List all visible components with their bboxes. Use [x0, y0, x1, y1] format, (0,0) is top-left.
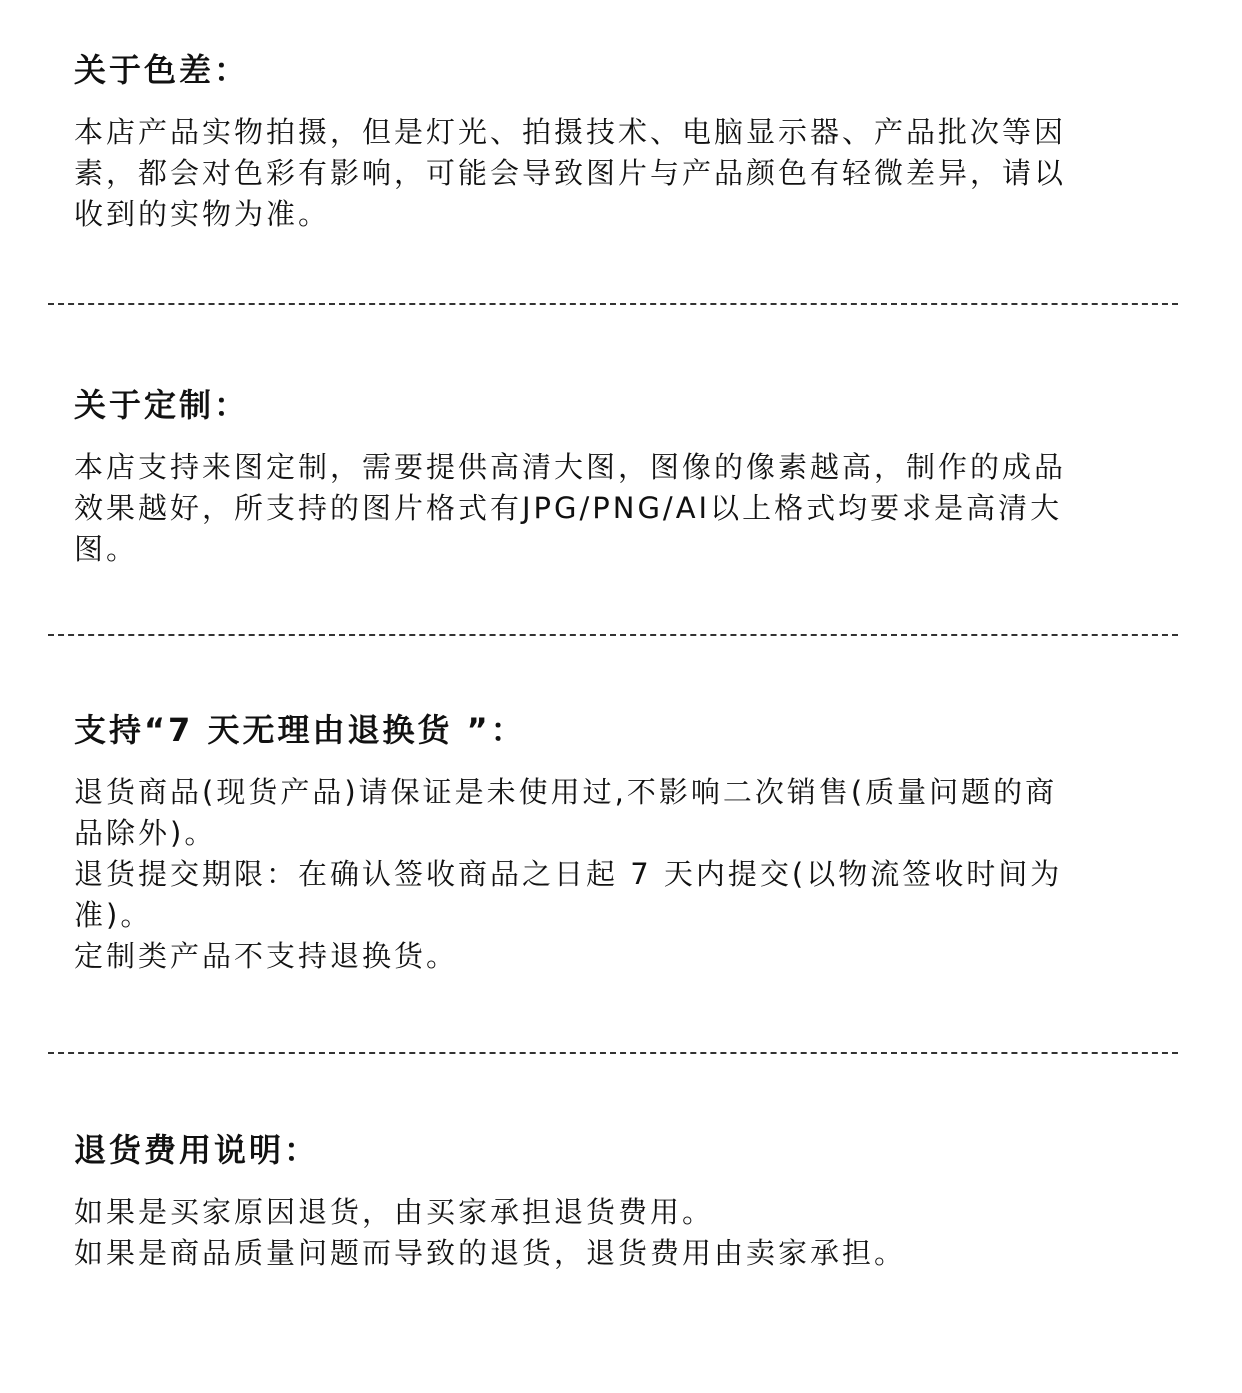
dashed-divider	[48, 303, 1178, 305]
body-line: 退货提交期限：在确认签收商品之日起 7 天内提交(以物流签收时间为	[74, 857, 1063, 891]
section-heading: 关于定制：	[74, 386, 250, 424]
section-returns-policy	[74, 710, 1154, 977]
body-line: 收到的实物为准。	[74, 197, 331, 231]
body-line: 效果越好，所支持的图片格式有JPG/PNG/AI以上格式均要求是高清大	[74, 491, 1063, 525]
body-line: 本店支持来图定制，需要提供高清大图，图像的像素越高，制作的成品	[74, 450, 1067, 484]
body-line: 品除外)。	[74, 816, 217, 850]
body-line: 退货商品(现货产品)请保证是未使用过,不影响二次销售(质量问题的商	[74, 775, 1058, 809]
section-body	[74, 772, 1154, 977]
section-customization	[74, 385, 1154, 570]
dashed-divider	[48, 1052, 1178, 1054]
body-line: 如果是商品质量问题而导致的退货，退货费用由卖家承担。	[74, 1236, 907, 1270]
section-heading: 关于色差：	[74, 51, 250, 89]
body-line: 准)。	[74, 898, 153, 932]
dashed-divider	[48, 634, 1178, 636]
section-color-difference	[74, 50, 1154, 235]
section-body	[74, 112, 1154, 235]
body-line: 本店产品实物拍摄，但是灯光、拍摄技术、电脑显示器、产品批次等因	[74, 115, 1067, 149]
body-line: 定制类产品不支持退换货。	[74, 939, 459, 973]
body-line: 如果是买家原因退货，由买家承担退货费用。	[74, 1195, 715, 1229]
section-body	[74, 1192, 1154, 1274]
section-return-shipping-fees	[74, 1130, 1154, 1274]
section-body	[74, 447, 1154, 570]
section-heading: 退货费用说明：	[74, 1131, 320, 1169]
body-line: 素，都会对色彩有影响，可能会导致图片与产品颜色有轻微差异，请以	[74, 156, 1067, 190]
section-heading: 支持“7 天无理由退换货 ”：	[74, 711, 526, 749]
body-line: 图。	[74, 532, 139, 566]
